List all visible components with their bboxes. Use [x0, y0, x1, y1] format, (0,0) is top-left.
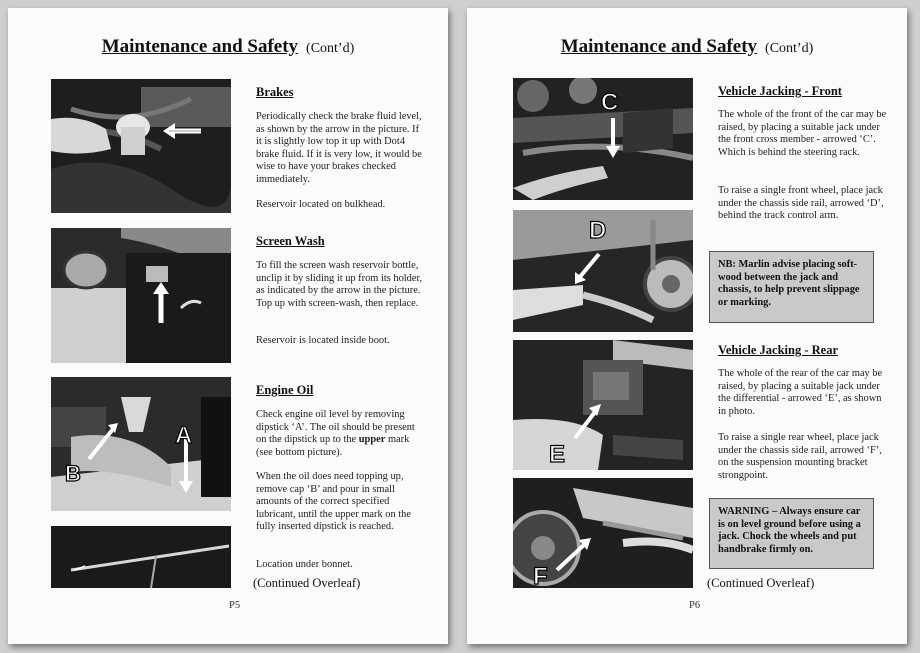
page-number: P6: [689, 600, 701, 611]
engine-oil-text-1: [256, 409, 426, 459]
jacking-rear-text-2: To raise a single rear wheel, place jack under the chassis side rail, arrowed ‘F’, on the suspension mounting bracket strongpoint.: [718, 432, 882, 481]
title-text: Maintenance and Safety: [560, 36, 758, 57]
continued-overleaf: (Continued Overleaf): [707, 576, 815, 590]
brakes-location: Reservoir located on bulkhead.: [256, 199, 386, 210]
page-p5: [8, 8, 448, 644]
jacking-front-heading: Vehicle Jacking - Front: [718, 84, 842, 98]
title-suffix: (Cont’d): [306, 41, 355, 56]
engine-oil-heading: Engine Oil: [256, 383, 314, 397]
engine-oil-text-1a: Check engine oil level by removing dipstick ‘A’. The oil should be present on the dipstick up to the: [256, 409, 415, 446]
title-suffix: (Cont’d): [765, 41, 814, 56]
rear-wheel-jack-photo: [513, 478, 693, 588]
engine-oil-text-bold: upper: [358, 434, 386, 446]
page-title: [8, 36, 448, 58]
title-text: Maintenance and Safety: [101, 36, 299, 57]
label-f: F: [533, 563, 548, 588]
label-d: D: [589, 217, 607, 244]
engine-oil-photo: [51, 377, 231, 511]
jacking-rear-text-1: The whole of the rear of the car may be raised, by placing a suitable jack under the differential - arrowed ‘E’, as shown in photo.: [718, 368, 883, 417]
dipstick-photo: [51, 526, 231, 588]
front-jack-photo: [513, 78, 693, 200]
screen-wash-heading: Screen Wash: [256, 234, 325, 248]
label-b: B: [65, 461, 81, 486]
jacking-front-text-2: To raise a single front wheel, place jack under the chassis side rail, arrowed ‘D’, behind the track control arm.: [718, 185, 884, 222]
label-c: C: [601, 89, 619, 116]
brakes-text: Periodically check the brake fluid level, as shown by the arrow in the picture. If it is slightly low top it up with Dot4 brake fluid. If it is very low, it would be wise to have your brakes checked immediately.: [256, 111, 422, 185]
continued-overleaf: (Continued Overleaf): [253, 576, 361, 590]
engine-oil-location: Location under bonnet.: [256, 559, 353, 570]
brakes-heading: Brakes: [256, 85, 294, 99]
jacking-front-text-1: The whole of the front of the car may be raised, by placing a suitable jack under the front cross member - arrowed ‘C’. Which is behind the steering rack.: [718, 109, 887, 158]
screen-wash-text: To fill the screen wash reservoir bottle, unclip it by sliding it up from its holder, as indicated by the arrow in the picture. Top up with screen-wash, then replace.: [256, 260, 423, 309]
engine-oil-text-1b: mark (see bottom picture).: [256, 434, 410, 458]
page-p6: [467, 8, 907, 644]
label-e: E: [549, 441, 566, 468]
page-title: [467, 36, 907, 58]
page-number: P5: [229, 600, 241, 611]
warning-note: WARNING – Always ensure car is on level ground before using a jack. Chock the wheels and put handbrake firmly on.: [709, 498, 874, 569]
rear-diff-jack-photo: [513, 340, 693, 470]
brake-reservoir-photo: [51, 79, 231, 213]
screen-wash-location: Reservoir is located inside boot.: [256, 335, 390, 346]
screen-wash-photo: [51, 228, 231, 363]
front-wheel-jack-photo: [513, 210, 693, 332]
softwood-note: NB: Marlin advise placing soft-wood between the jack and chassis, to help prevent slippage or marking.: [709, 251, 874, 323]
engine-oil-text-2: When the oil does need topping up, remove cap ‘B’ and pour in small amounts of the correct specified lubricant, until the upper mark on the fully inserted dipstick is reached.: [256, 471, 411, 533]
jacking-rear-heading: Vehicle Jacking - Rear: [718, 343, 839, 357]
label-a: A: [175, 422, 193, 449]
